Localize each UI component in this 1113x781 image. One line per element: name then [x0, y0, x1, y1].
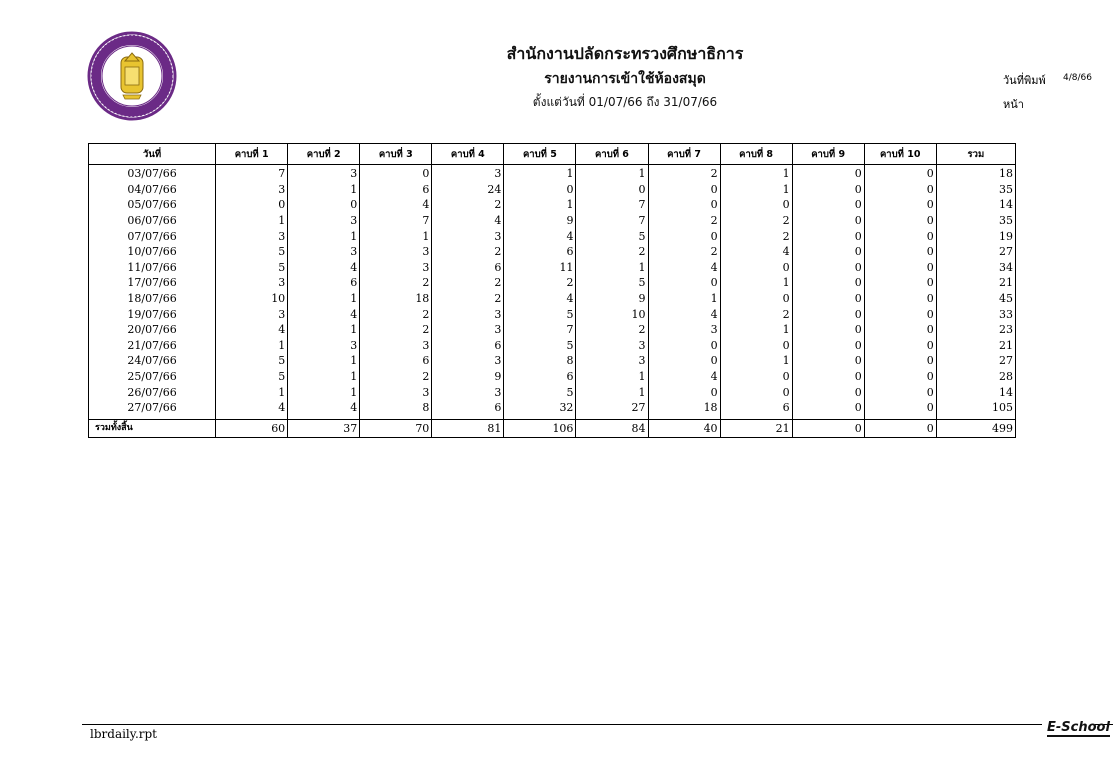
count-cell: 2: [504, 275, 576, 291]
count-cell: 3: [576, 338, 648, 354]
date-cell: 07/07/66: [89, 228, 216, 244]
count-cell: 1: [576, 260, 648, 276]
count-cell: 4: [360, 197, 432, 213]
column-header: คาบที่ 4: [432, 144, 504, 165]
count-cell: 0: [864, 228, 936, 244]
count-cell: 18: [648, 400, 720, 416]
date-cell: 17/07/66: [89, 275, 216, 291]
count-cell: 4: [648, 306, 720, 322]
table-row: [89, 322, 1016, 338]
count-cell: 3: [288, 338, 360, 354]
count-cell: 5: [216, 369, 288, 385]
count-cell: 9: [576, 291, 648, 307]
count-cell: 3: [360, 338, 432, 354]
count-cell: 6: [360, 353, 432, 369]
count-cell: 23: [936, 322, 1015, 338]
count-cell: 21: [936, 338, 1015, 354]
date-cell: 25/07/66: [89, 369, 216, 385]
count-cell: 0: [648, 228, 720, 244]
date-cell: 24/07/66: [89, 353, 216, 369]
count-cell: 32: [504, 400, 576, 416]
total-cell: 21: [720, 419, 792, 437]
table-row: [89, 213, 1016, 229]
count-cell: 4: [288, 306, 360, 322]
date-cell: 05/07/66: [89, 197, 216, 213]
count-cell: 1: [360, 228, 432, 244]
count-cell: 1: [288, 322, 360, 338]
count-cell: 0: [720, 260, 792, 276]
page-label: หน้า: [1003, 98, 1024, 111]
count-cell: 0: [792, 228, 864, 244]
count-cell: 2: [360, 369, 432, 385]
table-row: [89, 197, 1016, 213]
count-cell: 0: [864, 275, 936, 291]
count-cell: 18: [936, 165, 1015, 182]
count-cell: 21: [936, 275, 1015, 291]
count-cell: 3: [360, 260, 432, 276]
count-cell: 2: [432, 291, 504, 307]
total-cell: 499: [936, 419, 1015, 437]
count-cell: 0: [720, 197, 792, 213]
count-cell: 0: [792, 322, 864, 338]
count-cell: 2: [432, 244, 504, 260]
count-cell: 0: [648, 275, 720, 291]
count-cell: 3: [216, 306, 288, 322]
count-cell: 0: [504, 182, 576, 198]
count-cell: 6: [504, 369, 576, 385]
count-cell: 6: [432, 260, 504, 276]
count-cell: 2: [360, 322, 432, 338]
count-cell: 3: [432, 322, 504, 338]
column-header: วันที่: [89, 144, 216, 165]
count-cell: 5: [216, 260, 288, 276]
count-cell: 14: [936, 384, 1015, 400]
total-cell: 37: [288, 419, 360, 437]
column-header: คาบที่ 10: [864, 144, 936, 165]
count-cell: 4: [216, 400, 288, 416]
count-cell: 0: [648, 197, 720, 213]
count-cell: 1: [576, 369, 648, 385]
date-cell: 26/07/66: [89, 384, 216, 400]
count-cell: 2: [648, 165, 720, 182]
count-cell: 0: [864, 213, 936, 229]
count-cell: 1: [576, 384, 648, 400]
count-cell: 2: [720, 213, 792, 229]
count-cell: 3: [432, 165, 504, 182]
count-cell: 0: [792, 306, 864, 322]
count-cell: 24: [432, 182, 504, 198]
table-row: [89, 244, 1016, 260]
count-cell: 6: [360, 182, 432, 198]
count-cell: 6: [504, 244, 576, 260]
total-cell: 81: [432, 419, 504, 437]
count-cell: 1: [720, 322, 792, 338]
count-cell: 3: [288, 165, 360, 182]
count-cell: 7: [360, 213, 432, 229]
count-cell: 4: [288, 400, 360, 416]
count-cell: 0: [792, 353, 864, 369]
ministry-seal-icon: [87, 31, 177, 121]
date-cell: 11/07/66: [89, 260, 216, 276]
count-cell: 27: [576, 400, 648, 416]
count-cell: 0: [864, 182, 936, 198]
table-row: [89, 165, 1016, 182]
count-cell: 0: [360, 165, 432, 182]
count-cell: 3: [288, 213, 360, 229]
count-cell: 0: [864, 338, 936, 354]
count-cell: 11: [504, 260, 576, 276]
count-cell: 3: [360, 384, 432, 400]
count-cell: 105: [936, 400, 1015, 416]
count-cell: 0: [792, 275, 864, 291]
date-cell: 27/07/66: [89, 400, 216, 416]
date-cell: 03/07/66: [89, 165, 216, 182]
count-cell: 0: [792, 369, 864, 385]
column-header: คาบที่ 5: [504, 144, 576, 165]
count-cell: 2: [432, 197, 504, 213]
count-cell: 34: [936, 260, 1015, 276]
count-cell: 9: [504, 213, 576, 229]
count-cell: 45: [936, 291, 1015, 307]
count-cell: 4: [216, 322, 288, 338]
column-header: คาบที่ 1: [216, 144, 288, 165]
count-cell: 7: [576, 197, 648, 213]
count-cell: 4: [504, 291, 576, 307]
count-cell: 3: [432, 228, 504, 244]
count-cell: 5: [504, 384, 576, 400]
count-cell: 1: [216, 338, 288, 354]
table-row: [89, 353, 1016, 369]
count-cell: 28: [936, 369, 1015, 385]
date-cell: 06/07/66: [89, 213, 216, 229]
total-cell: 0: [792, 419, 864, 437]
count-cell: 2: [648, 213, 720, 229]
count-cell: 5: [504, 338, 576, 354]
count-cell: 19: [936, 228, 1015, 244]
count-cell: 0: [792, 338, 864, 354]
count-cell: 0: [648, 338, 720, 354]
count-cell: 3: [648, 322, 720, 338]
count-cell: 27: [936, 353, 1015, 369]
count-cell: 3: [216, 228, 288, 244]
table-row: [89, 260, 1016, 276]
date-cell: 18/07/66: [89, 291, 216, 307]
date-cell: 04/07/66: [89, 182, 216, 198]
count-cell: 0: [864, 291, 936, 307]
count-cell: 0: [864, 353, 936, 369]
count-cell: 0: [720, 369, 792, 385]
count-cell: 33: [936, 306, 1015, 322]
count-cell: 2: [432, 275, 504, 291]
column-header: คาบที่ 6: [576, 144, 648, 165]
count-cell: 35: [936, 213, 1015, 229]
count-cell: 2: [576, 244, 648, 260]
column-header: รวม: [936, 144, 1015, 165]
count-cell: 1: [216, 384, 288, 400]
date-cell: 20/07/66: [89, 322, 216, 338]
table-row: [89, 384, 1016, 400]
count-cell: 0: [216, 197, 288, 213]
count-cell: 1: [504, 165, 576, 182]
count-cell: 4: [648, 260, 720, 276]
count-cell: 3: [288, 244, 360, 260]
column-header: คาบที่ 7: [648, 144, 720, 165]
count-cell: 1: [576, 165, 648, 182]
count-cell: 1: [720, 353, 792, 369]
total-row: [89, 419, 1016, 437]
column-header: คาบที่ 9: [792, 144, 864, 165]
count-cell: 14: [936, 197, 1015, 213]
footer-divider: [82, 724, 1042, 725]
count-cell: 2: [360, 306, 432, 322]
count-cell: 3: [432, 384, 504, 400]
count-cell: 0: [720, 384, 792, 400]
count-cell: 2: [720, 306, 792, 322]
date-cell: 19/07/66: [89, 306, 216, 322]
total-cell: 40: [648, 419, 720, 437]
count-cell: 0: [720, 291, 792, 307]
count-cell: 2: [720, 228, 792, 244]
count-cell: 2: [360, 275, 432, 291]
count-cell: 10: [216, 291, 288, 307]
count-cell: 5: [216, 244, 288, 260]
count-cell: 0: [720, 338, 792, 354]
count-cell: 18: [360, 291, 432, 307]
count-cell: 5: [576, 228, 648, 244]
date-cell: 10/07/66: [89, 244, 216, 260]
count-cell: 0: [792, 165, 864, 182]
total-cell: 84: [576, 419, 648, 437]
count-cell: 0: [792, 384, 864, 400]
report-file-name: lbrdaily.rpt: [90, 727, 158, 741]
total-cell: 106: [504, 419, 576, 437]
count-cell: 1: [648, 291, 720, 307]
count-cell: 5: [216, 353, 288, 369]
total-cell: 0: [864, 419, 936, 437]
count-cell: 0: [648, 182, 720, 198]
count-cell: 4: [648, 369, 720, 385]
count-cell: 1: [720, 165, 792, 182]
count-cell: 7: [216, 165, 288, 182]
count-cell: 0: [864, 260, 936, 276]
count-cell: 0: [792, 291, 864, 307]
count-cell: 1: [720, 275, 792, 291]
table-body: [89, 165, 1016, 438]
count-cell: 6: [432, 400, 504, 416]
report-period: ตั้งแต่วันที่ 01/07/66 ถึง 31/07/66: [532, 95, 718, 109]
table-row: [89, 291, 1016, 307]
table-row: [89, 275, 1016, 291]
count-cell: 8: [360, 400, 432, 416]
count-cell: 3: [216, 275, 288, 291]
count-cell: 1: [720, 182, 792, 198]
table-row: [89, 338, 1016, 354]
library-usage-table: [88, 143, 1016, 438]
count-cell: 2: [576, 322, 648, 338]
total-cell: 60: [216, 419, 288, 437]
count-cell: 6: [432, 338, 504, 354]
count-cell: 1: [288, 182, 360, 198]
count-cell: 0: [792, 244, 864, 260]
count-cell: 0: [648, 353, 720, 369]
eschool-brand-logo: E-School: [1047, 720, 1110, 735]
count-cell: 2: [648, 244, 720, 260]
count-cell: 0: [864, 197, 936, 213]
count-cell: 1: [288, 228, 360, 244]
print-date-value: 4/8/66: [1063, 73, 1092, 83]
total-cell: 70: [360, 419, 432, 437]
count-cell: 0: [864, 244, 936, 260]
column-header: คาบที่ 8: [720, 144, 792, 165]
count-cell: 1: [216, 213, 288, 229]
count-cell: 5: [504, 306, 576, 322]
count-cell: 0: [864, 322, 936, 338]
count-cell: 9: [432, 369, 504, 385]
count-cell: 0: [648, 384, 720, 400]
count-cell: 1: [288, 384, 360, 400]
count-cell: 0: [864, 384, 936, 400]
count-cell: 1: [288, 369, 360, 385]
organization-name: สำนักงานปลัดกระทรวงศึกษาธิการ: [506, 44, 744, 63]
column-header: คาบที่ 2: [288, 144, 360, 165]
count-cell: 4: [288, 260, 360, 276]
date-cell: 21/07/66: [89, 338, 216, 354]
count-cell: 0: [864, 369, 936, 385]
count-cell: 6: [720, 400, 792, 416]
count-cell: 8: [504, 353, 576, 369]
count-cell: 7: [576, 213, 648, 229]
count-cell: 3: [216, 182, 288, 198]
count-cell: 3: [432, 306, 504, 322]
table-row: [89, 369, 1016, 385]
table-row: [89, 228, 1016, 244]
count-cell: 0: [864, 400, 936, 416]
count-cell: 10: [576, 306, 648, 322]
count-cell: 27: [936, 244, 1015, 260]
count-cell: 1: [288, 291, 360, 307]
count-cell: 0: [792, 213, 864, 229]
count-cell: 35: [936, 182, 1015, 198]
count-cell: 4: [720, 244, 792, 260]
table-row: [89, 182, 1016, 198]
count-cell: 0: [792, 182, 864, 198]
table-row: [89, 306, 1016, 322]
count-cell: 6: [288, 275, 360, 291]
count-cell: 3: [576, 353, 648, 369]
count-cell: 0: [576, 182, 648, 198]
total-label: รวมทั้งสิ้น: [89, 419, 216, 437]
count-cell: 5: [576, 275, 648, 291]
count-cell: 3: [432, 353, 504, 369]
count-cell: 0: [288, 197, 360, 213]
table-row: [89, 400, 1016, 416]
print-date-label: วันที่พิมพ์: [1003, 74, 1046, 87]
count-cell: 0: [792, 400, 864, 416]
count-cell: 4: [504, 228, 576, 244]
count-cell: 1: [288, 353, 360, 369]
count-cell: 0: [864, 306, 936, 322]
count-cell: 3: [360, 244, 432, 260]
report-title: รายงานการเข้าใช้ห้องสมุด: [544, 71, 706, 87]
count-cell: 1: [504, 197, 576, 213]
count-cell: 0: [792, 197, 864, 213]
count-cell: 0: [792, 260, 864, 276]
count-cell: 4: [432, 213, 504, 229]
count-cell: 0: [864, 165, 936, 182]
table-header-row: [89, 144, 1016, 165]
column-header: คาบที่ 3: [360, 144, 432, 165]
count-cell: 7: [504, 322, 576, 338]
